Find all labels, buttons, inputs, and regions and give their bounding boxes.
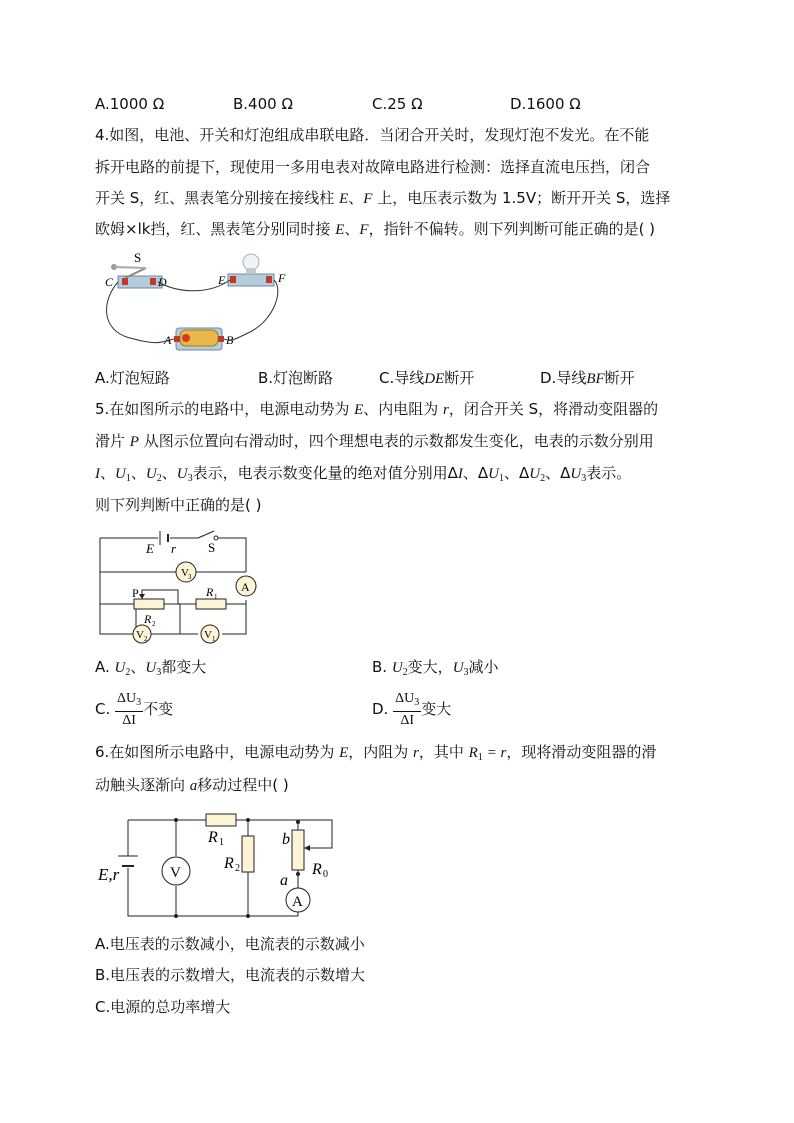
resistor-r2 bbox=[134, 599, 164, 609]
label-b: b bbox=[282, 831, 290, 848]
q3-option-c: C.25 Ω bbox=[372, 95, 423, 113]
q6-option-c: C.电源的总功率增大 bbox=[95, 998, 231, 1016]
bulb-glass bbox=[243, 254, 259, 270]
svg-text:A: A bbox=[292, 894, 303, 910]
q6-line-2: 动触头逐渐向 a移动过程中( ) bbox=[95, 776, 289, 794]
wire-f-b bbox=[224, 280, 278, 340]
svg-text:1: 1 bbox=[219, 837, 224, 848]
label-r2: R bbox=[224, 855, 234, 872]
svg-text:3: 3 bbox=[188, 573, 192, 581]
svg-text:V: V bbox=[204, 629, 212, 641]
label-r1: R bbox=[206, 585, 214, 599]
q5-option-c: C. $\frac{\Delta U_3}{\Delta I}$ 不变 bbox=[95, 691, 174, 728]
q5-line-4: 则下列判断中正确的是( ) bbox=[95, 496, 262, 514]
q5-line-1: 5.在如图所示的电路中，电源电动势为 E、内电阻为 r，闭合开关 S，将滑动变阻器的 bbox=[95, 400, 659, 418]
label-s: S bbox=[134, 250, 142, 265]
q5-option-d: D. $\frac{\Delta U_3}{\Delta I}$ 变大 bbox=[372, 691, 452, 728]
label-a: a bbox=[280, 872, 288, 889]
label-f: F bbox=[278, 271, 286, 285]
q4-line-3: 开关 S，红、黑表笔分别接在接线柱 E、F 上，电压表示数为 1.5V；断开开关 S，选择 bbox=[95, 189, 671, 207]
q4-circuit-figure bbox=[100, 250, 300, 360]
q6-line-1: 6.在如图所示电路中，电源电动势为 E，内阻为 r，其中 $R_1 = r$，现将滑动变阻器的滑 bbox=[95, 743, 657, 763]
q4-option-b: B.灯泡断路 bbox=[258, 369, 334, 387]
q5-option-b: B. $U_2$变大，$U_3$减小 bbox=[372, 658, 499, 678]
resistor-r1 bbox=[206, 814, 236, 826]
q4-line-1: 4.如图，电池、开关和灯泡组成串联电路．当闭合开关时，发现灯泡不发光。在不能 bbox=[95, 126, 650, 144]
q5-option-a: A. $U_2$、$U_3$都变大 bbox=[95, 658, 207, 678]
q3-option-d: D.1600 Ω bbox=[510, 95, 581, 113]
label-r1: R bbox=[208, 829, 218, 846]
label-s: S bbox=[208, 540, 216, 555]
svg-text:V: V bbox=[170, 865, 181, 881]
resistor-r1 bbox=[196, 599, 226, 609]
delta-fraction: $\frac{\Delta U_3}{\Delta I}$ bbox=[117, 691, 142, 728]
svg-text:1: 1 bbox=[214, 593, 218, 601]
q4-line-4: 欧姆×lk挡，红、黑表笔分别同时接 E、F，指针不偏转。则下列判断可能正确的是( ) bbox=[95, 220, 656, 238]
q5-circuit-figure bbox=[98, 528, 258, 644]
label-r2: R bbox=[144, 612, 152, 626]
label-r0: R bbox=[312, 861, 322, 878]
label-d: D bbox=[158, 275, 167, 289]
svg-text:V: V bbox=[136, 629, 144, 641]
label-a: A bbox=[164, 333, 172, 347]
svg-text:1: 1 bbox=[212, 635, 216, 643]
svg-text:2: 2 bbox=[152, 620, 156, 628]
svg-text:2: 2 bbox=[144, 635, 148, 643]
q4-option-d: D.导线BF断开 bbox=[540, 369, 635, 387]
delta-fraction: $\frac{\Delta U_3}{\Delta I}$ bbox=[395, 691, 420, 728]
svg-text:2: 2 bbox=[235, 863, 240, 874]
label-e: E bbox=[146, 541, 154, 556]
q6-option-a: A.电压表的示数减小，电流表的示数减小 bbox=[95, 935, 365, 953]
q6-circuit-figure bbox=[96, 808, 336, 920]
svg-text:A: A bbox=[241, 580, 250, 594]
svg-text:V: V bbox=[181, 567, 189, 579]
q5-line-2: 滑片 P 从图示位置向右滑动时，四个理想电表的示数都发生变化，电表的示数分别用 bbox=[95, 432, 654, 450]
q5-line-3: I、$U_1$、$U_2$、$U_3$表示，电表示数变化量的绝对值分别用ΔI、$\Delta U_1$、$\Delta U_2$、$\Delta U_3$表示。 bbox=[95, 464, 632, 484]
label-r: r bbox=[171, 541, 177, 556]
q6-option-b: B.电压表的示数增大，电流表的示数增大 bbox=[95, 966, 366, 984]
label-p: P bbox=[132, 586, 139, 600]
resistor-r2 bbox=[242, 836, 254, 872]
label-c: C bbox=[105, 275, 114, 289]
q4-option-c: C.导线DE断开 bbox=[379, 369, 475, 387]
label-e: E bbox=[218, 273, 226, 287]
q4-option-a: A.灯泡短路 bbox=[95, 369, 170, 387]
label-er: E,r bbox=[98, 865, 120, 884]
q4-line-2: 拆开电路的前提下，现使用一多用电表对故障电路进行检测：选择直流电压挡，闭合 bbox=[95, 158, 651, 176]
rheostat-r0 bbox=[292, 830, 304, 870]
svg-text:0: 0 bbox=[323, 869, 328, 880]
switch bbox=[198, 531, 214, 538]
label-b: B bbox=[226, 333, 234, 347]
q3-option-a: A.1000 Ω bbox=[95, 95, 165, 113]
q3-option-b: B.400 Ω bbox=[233, 95, 293, 113]
